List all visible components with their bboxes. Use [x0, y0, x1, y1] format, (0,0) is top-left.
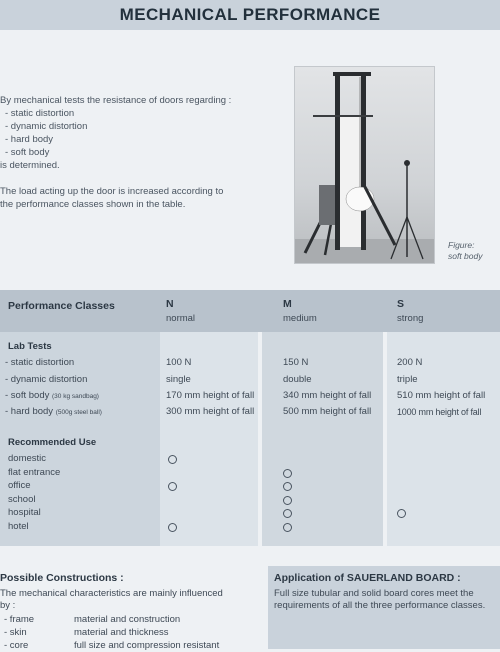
page-title: MECHANICAL PERFORMANCE — [119, 5, 381, 24]
figure-caption-text: soft body — [448, 251, 483, 261]
application-title: Application of SAUERLAND BOARD : — [274, 572, 461, 584]
construction-item-label: - core — [4, 640, 29, 651]
construction-item-label: - frame — [4, 614, 35, 625]
figure-caption-label: Figure: — [448, 240, 475, 250]
lab-value-m: 150 N — [283, 357, 309, 368]
performance-table — [0, 290, 500, 546]
application-text: Full size tubular and solid board cores meet the — [274, 588, 474, 599]
lab-value-n: 100 N — [166, 357, 192, 368]
lab-value-m: double — [283, 374, 312, 385]
suitability-circle-icon — [168, 455, 177, 464]
test-rig-illustration — [295, 67, 434, 263]
suitability-circle-icon — [283, 523, 292, 532]
intro-item: - hard body — [5, 134, 54, 145]
class-name-n: normal — [166, 313, 196, 324]
figure-caption — [448, 240, 483, 262]
use-label-domestic: domestic — [8, 453, 47, 464]
suitability-circle-icon — [168, 523, 177, 532]
table-header-label: Performance Classes — [8, 300, 115, 312]
construction-item-value: material and construction — [74, 614, 181, 625]
lab-value-s: 200 N — [397, 357, 423, 368]
class-code-s: S — [397, 298, 405, 310]
recommended-use-title: Recommended Use — [8, 437, 97, 448]
lab-row-label — [5, 406, 102, 419]
class-name-s: strong — [397, 313, 424, 324]
construction-item-value: material and thickness — [74, 627, 169, 638]
use-label-hospital: hospital — [8, 507, 41, 518]
lab-value-n: single — [166, 374, 191, 385]
use-label-hotel: hotel — [8, 520, 29, 532]
suitability-circle-icon — [283, 482, 292, 491]
class-name-m: medium — [283, 313, 317, 324]
lab-row-label: - dynamic distortion — [5, 374, 88, 385]
intro-lead: By mechanical tests the resistance of doors regarding : — [0, 95, 232, 106]
constructions-text: by : — [0, 600, 16, 611]
suitability-circle-icon — [283, 469, 292, 478]
lab-value-n: 300 mm height of fall — [166, 406, 255, 417]
suitability-circle-icon — [283, 496, 292, 505]
lab-row-note: (500g steel ball) — [55, 409, 102, 416]
application-text: requirements of all the three performance classes. — [274, 600, 486, 611]
intro-item: - static distortion — [5, 108, 75, 119]
lab-value-m: 340 mm height of fall — [283, 390, 372, 401]
use-label-flat-entrance: flat entrance — [8, 466, 61, 478]
intro-para2: The load acting up the door is increased according to — [0, 186, 224, 197]
class-code-n: N — [166, 298, 174, 310]
lab-value-m: 500 mm height of fall — [283, 406, 372, 417]
suitability-circle-icon — [168, 482, 177, 491]
lab-value-s: triple — [397, 374, 418, 385]
lab-row-label-text: - soft body — [5, 390, 50, 401]
construction-item-label: - skin — [4, 627, 27, 638]
lab-value-s: 510 mm height of fall — [397, 390, 486, 401]
class-code-m: M — [283, 298, 292, 310]
constructions-title: Possible Constructions : — [0, 572, 124, 584]
application-box — [268, 566, 500, 649]
page-header — [0, 0, 500, 30]
lab-row-note: (30 kg sandbag) — [52, 393, 99, 400]
lab-row-label-text: - hard body — [5, 406, 54, 417]
lab-value-n: 170 mm height of fall — [166, 390, 255, 401]
use-label-school: school — [8, 493, 36, 505]
suitability-circle-icon — [397, 509, 406, 518]
lab-row-label: - static distortion — [5, 357, 75, 368]
intro-item: - soft body — [5, 147, 50, 158]
use-label-office: office — [8, 480, 31, 491]
soft-body-test-photo — [294, 66, 435, 264]
lab-row-label — [5, 390, 99, 403]
intro-para2: the performance classes shown in the table. — [0, 199, 186, 210]
constructions-text: The mechanical characteristics are mainly influenced — [0, 588, 223, 599]
lab-value-s: 1000 mm height of fall — [397, 407, 482, 417]
intro-text — [0, 94, 270, 211]
intro-item: - dynamic distortion — [5, 121, 88, 132]
lab-tests-title: Lab Tests — [8, 341, 52, 352]
construction-item-value: full size and compression resistant — [74, 640, 220, 651]
intro-tail: is determined. — [0, 160, 60, 171]
suitability-circle-icon — [283, 509, 292, 518]
